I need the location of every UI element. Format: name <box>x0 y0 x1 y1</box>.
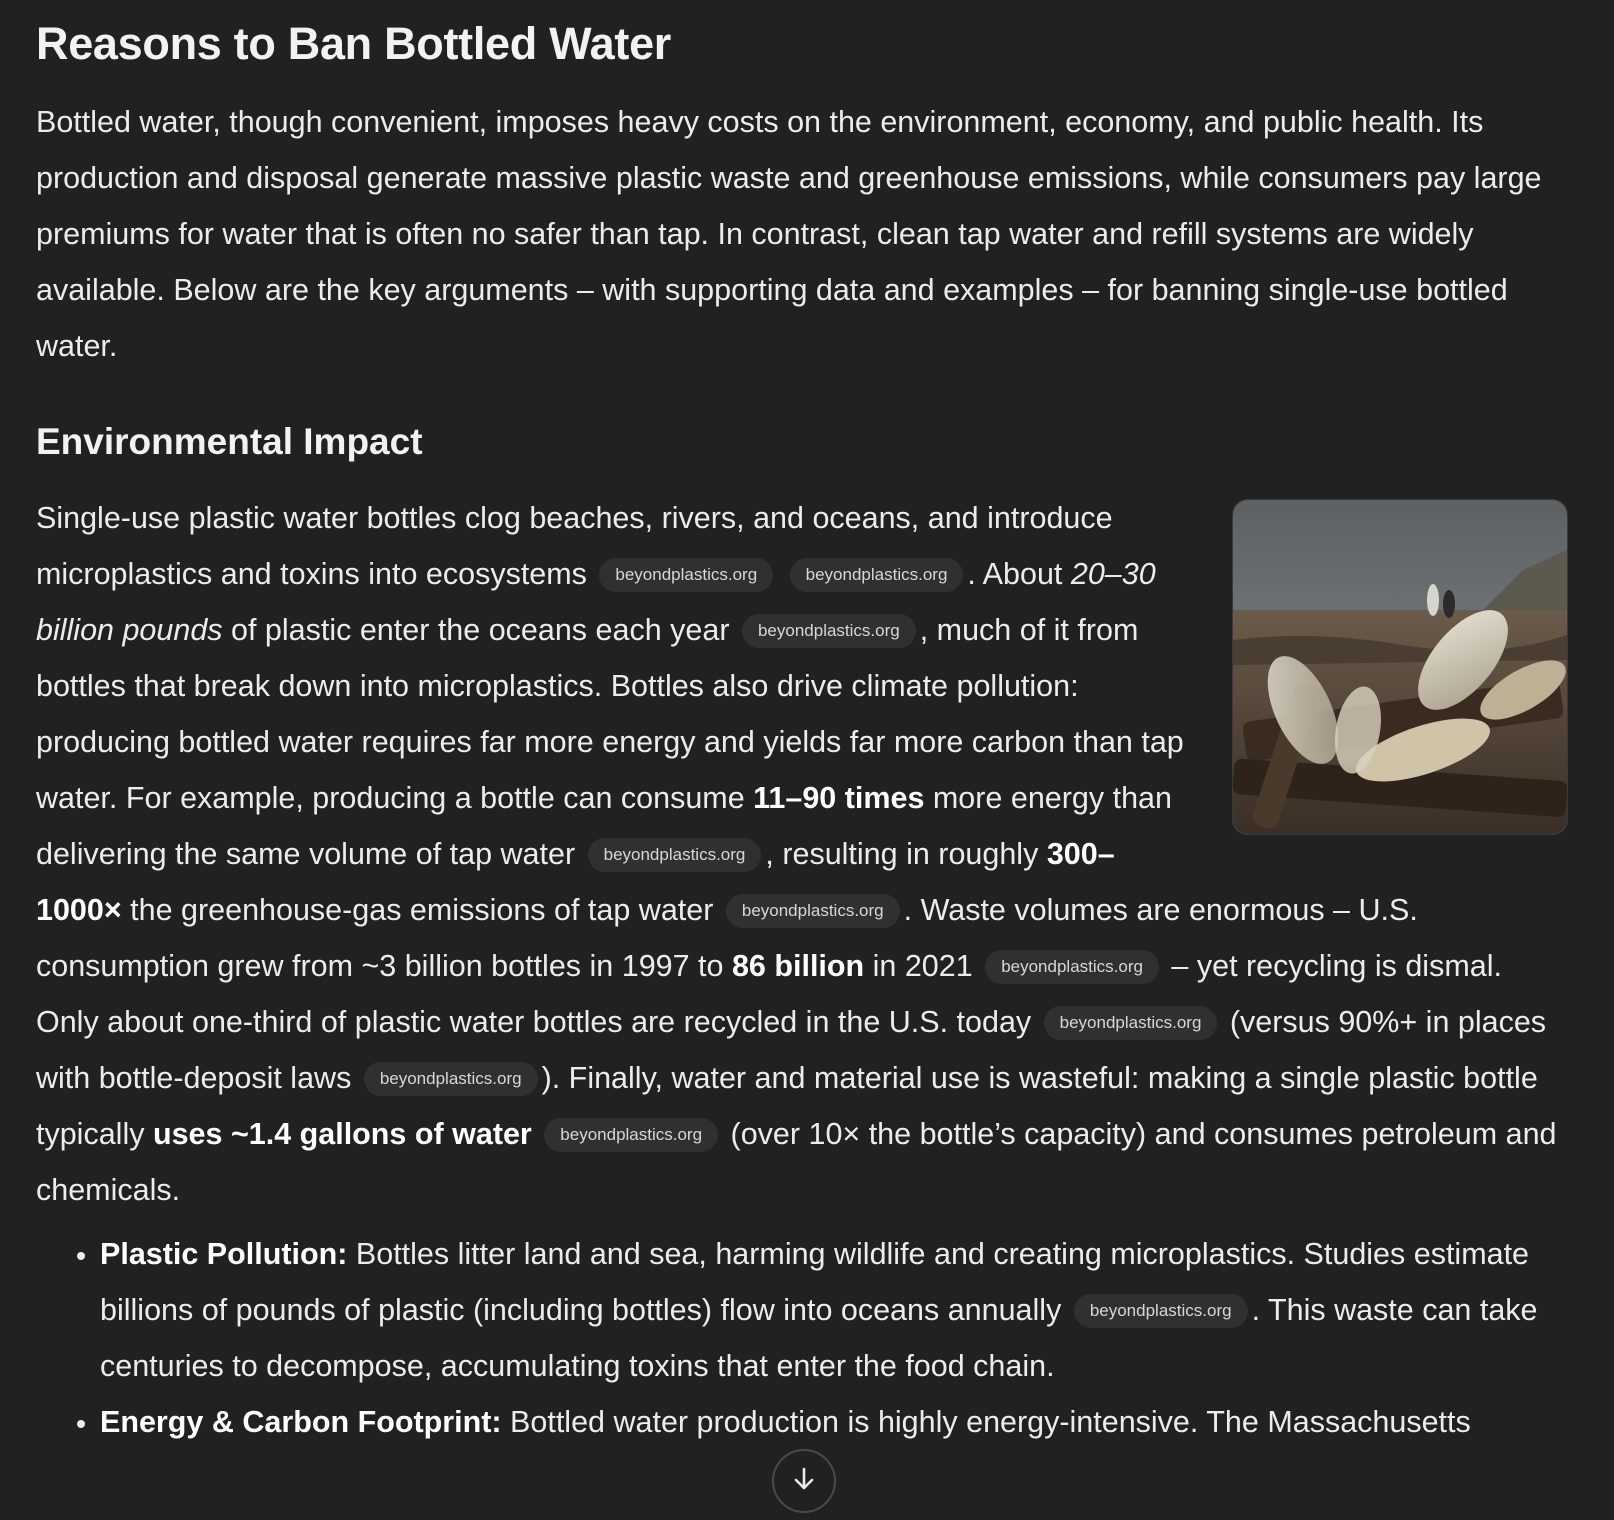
citation-link[interactable]: beyondplastics.org <box>588 838 762 872</box>
citation-link[interactable]: beyondplastics.org <box>364 1062 538 1096</box>
bullet-label: Plastic Pollution: <box>100 1237 348 1271</box>
bullet-label: Energy & Carbon Footprint: <box>100 1405 502 1439</box>
citation-link[interactable]: beyondplastics.org <box>1044 1006 1218 1040</box>
citation-link[interactable]: beyondplastics.org <box>544 1118 718 1152</box>
argument-list <box>36 1226 1568 1450</box>
list-item: • Energy & Carbon Footprint: Bottled water production is highly energy-intensive. The Massachusetts <box>100 1394 1568 1450</box>
citation-link[interactable]: beyondplastics.org <box>1074 1294 1248 1328</box>
citation-link[interactable]: beyondplastics.org <box>726 894 900 928</box>
citation-link[interactable]: beyondplastics.org <box>599 558 773 592</box>
section-body <box>36 490 1568 1450</box>
chat-message <box>36 0 1568 1450</box>
list-item: • Plastic Pollution: Bottles litter land and sea, harming wildlife and creating microplastics. Studies estimate billions of pounds of plastic (including bottles) flow into oceans annually beyondplastics.org . This waste can take centuries to decompose, accumulating toxins that enter the food chain. <box>100 1226 1568 1394</box>
arrow-down-icon <box>789 1464 819 1499</box>
citation-link[interactable]: beyondplastics.org <box>790 558 964 592</box>
citation-link[interactable]: beyondplastics.org <box>742 614 916 648</box>
scroll-to-bottom-button[interactable] <box>772 1449 836 1513</box>
intro-paragraph: Bottled water, though convenient, imposes heavy costs on the environment, economy, and public health. Its production and disposal generate massive plastic waste and greenhouse emissions, while consumers pay large premiums for water that is often no safer than tap. In contrast, clean tap water and refill systems are widely available. Below are the key arguments – with supporting data and examples – for banning single-use bottled water. <box>36 105 1542 363</box>
page-title: Reasons to Ban Bottled Water <box>36 18 672 69</box>
beach-plastic-bottles-photo[interactable] <box>1232 499 1568 835</box>
citation-link[interactable]: beyondplastics.org <box>985 950 1159 984</box>
section-paragraph: Single-use plastic water bottles clog beaches, rivers, and oceans, and introduce microplastics and toxins into ecosystems beyondplastics.org beyondplastics.org . About 20–30 billion pounds of plastic enter the oceans each year beyondplastics.org , much of it from bottles that break down into microplastics. Bottles also drive climate pollution: producing bottled water requires far more energy and yields far more carbon than tap water. For example, producing a bottle can consume 11–90 times more energy than delivering the same volume of tap water beyondplastics.org , resulting in roughly 300–1000× the greenhouse-gas emissions of tap water beyondplastics.org . Waste volumes are enormous – U.S. consumption grew from ~3 billion bottles in 1997 to 86 billion in 2021 beyondplastics.org – yet recycling is dismal. Only about one-third of plastic water bottles are recycled in the U.S. today beyondplastics.org (versus 90%+ in places with bottle-deposit laws beyondplastics.org ). Finally, water and material use is wasteful: making a single plastic bottle typically uses ~1.4 gallons of water beyondplastics.org (over 10× the bottle’s capacity) and consumes petroleum and chemicals. <box>36 501 1557 1207</box>
section-heading: Environmental Impact <box>36 421 423 462</box>
